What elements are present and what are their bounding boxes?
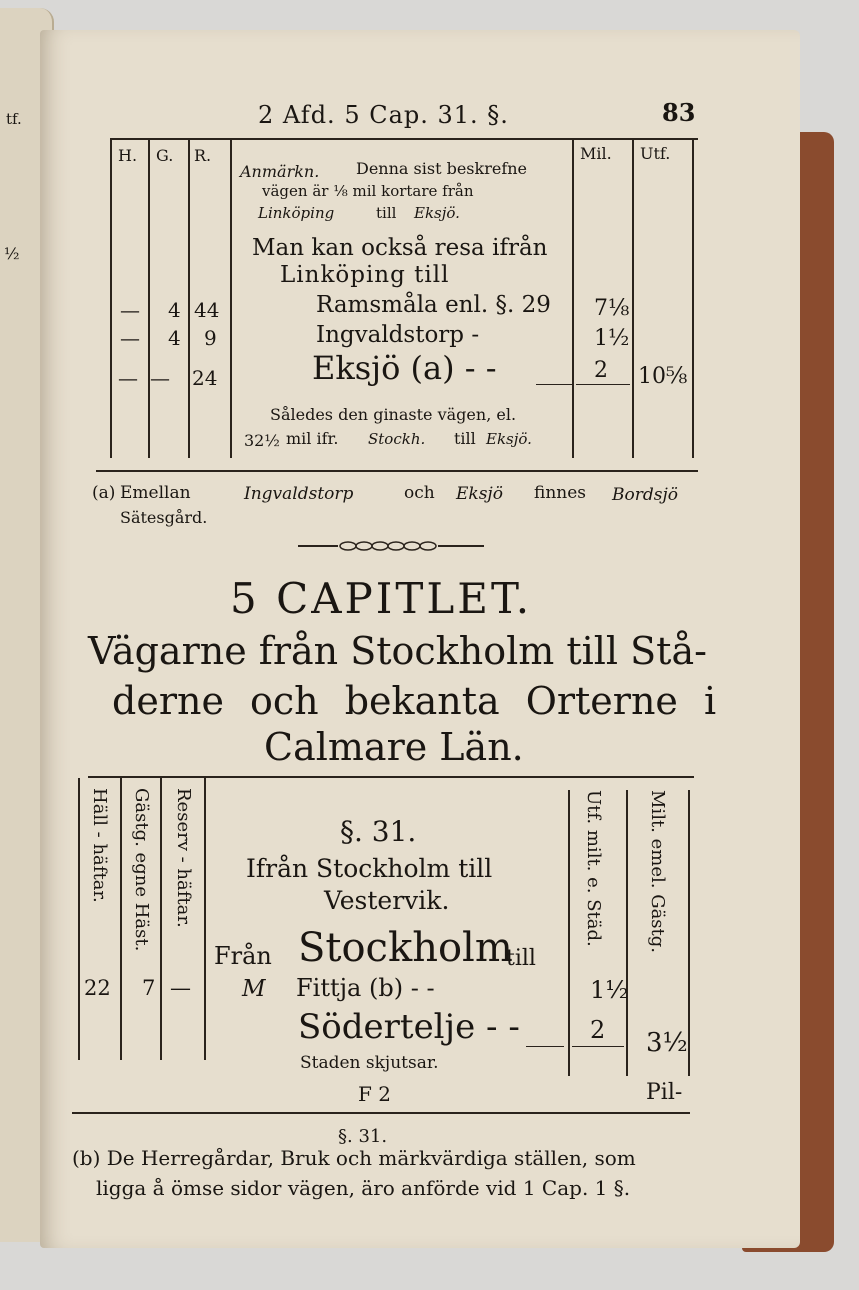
row1-g: 4	[168, 298, 181, 322]
footnote-a-place2: Eksjö	[456, 484, 503, 504]
chapter-line2: derne och bekanta Orterne i	[112, 679, 717, 723]
row1-reserv: —	[170, 976, 191, 1000]
table2-col-line	[204, 778, 206, 1060]
table2-col-line	[160, 778, 162, 1060]
staden-note: Staden skjutsar.	[300, 1053, 439, 1073]
row1-r: 44	[194, 298, 220, 322]
row3-g: —	[150, 366, 170, 390]
row3-mil: 2	[594, 358, 608, 383]
page-number: 83	[662, 98, 696, 127]
signature-mark: F 2	[358, 1082, 391, 1106]
anmark-place-linkoping: Linköping	[258, 204, 335, 222]
row2-r: 9	[204, 326, 217, 350]
sum-rule	[576, 384, 630, 385]
row1-place: Fittja (b) - -	[296, 974, 435, 1002]
table2-col-line	[78, 778, 80, 1060]
ornament-divider	[298, 538, 484, 552]
sum-rule	[572, 1046, 624, 1047]
row1-mark: M	[242, 976, 266, 1002]
route-line2: Vestervik.	[324, 886, 450, 915]
summary-mil: mil ifr.	[286, 429, 339, 448]
summary-place-stockh: Stockh.	[368, 430, 426, 448]
left-page-fragment: tf.	[6, 110, 22, 128]
table1-top-rule	[110, 138, 698, 140]
row2-h: —	[120, 326, 140, 350]
anmark-label: Anmärkn.	[240, 162, 320, 181]
table2-col-line	[626, 790, 628, 1076]
from-place: Stockholm	[298, 925, 513, 971]
footnote-b-line2: ligga å ömse sidor vägen, äro anförde vid 1 Cap. 1 §.	[96, 1176, 631, 1200]
also-line2: Linköping till	[280, 262, 450, 288]
table2-top-rule	[88, 776, 694, 778]
table2-col-line	[568, 790, 570, 1076]
table1-col-line	[148, 140, 150, 458]
row1-place: Ramsmåla enl. §. 29	[316, 292, 551, 318]
footnote-rule	[72, 1112, 690, 1114]
row2-utf: 2	[590, 1016, 606, 1044]
footnote-b-section: §. 31.	[338, 1126, 388, 1147]
chapter-line3: Calmare Län.	[264, 725, 524, 769]
row2-place: Ingvaldstorp -	[316, 322, 480, 348]
anmark-till: till	[376, 204, 397, 222]
sum-rule	[536, 384, 572, 385]
table1-col-line	[632, 140, 634, 458]
table1-col-line	[572, 140, 574, 458]
footnote-a-text1: Emellan	[120, 483, 191, 503]
col-header-mil: Mil.	[580, 144, 612, 163]
row2-place: Södertelje - -	[298, 1007, 520, 1047]
footnote-a-line2: Sätesgård.	[120, 508, 208, 527]
footnote-a-place1: Ingvaldstorp	[244, 484, 354, 504]
table1-col-line	[110, 140, 112, 458]
table1-col-line	[188, 140, 190, 458]
sum-rule	[526, 1046, 564, 1047]
summary-prefix: 32½	[244, 431, 280, 450]
col-header-milt: Milt. emel. Gästg.	[647, 790, 668, 954]
table1-col-line	[230, 140, 232, 458]
route-line1: Ifrån Stockholm till	[246, 854, 493, 883]
col-header-h: H.	[118, 146, 138, 165]
footnote-a-place3: Bordsjö	[612, 485, 678, 505]
summary-place-eksjo: Eksjö.	[486, 430, 532, 448]
running-header: 2 Afd. 5 Cap. 31. §.	[258, 101, 509, 129]
row2-mil: 1½	[594, 326, 630, 351]
col-header-reserv: Reserv - häftar.	[173, 788, 194, 928]
row1-mil: 7⅛	[594, 296, 630, 321]
chapter-title: 5 CAPITLET.	[230, 574, 533, 623]
row3-r: 24	[192, 366, 218, 390]
col-header-utf: Utf. milt. e. Städ.	[583, 790, 604, 947]
footnote-a-marker: (a)	[92, 483, 116, 503]
summary-line1: Således den ginaste vägen, el.	[270, 405, 517, 424]
row3-place: Eksjö (a) - -	[312, 349, 497, 387]
left-page-fraction: ½	[4, 244, 20, 263]
col-header-g: G.	[156, 146, 174, 165]
row1-h: —	[120, 298, 140, 322]
chapter-line1: Vägarne från Stockholm till Stå-	[88, 629, 707, 673]
table1-col-line	[692, 140, 694, 458]
row2-g: 4	[168, 326, 181, 350]
col-header-utf: Utf.	[640, 144, 671, 163]
anmark-line1: Denna sist beskrefne	[356, 159, 528, 178]
catchword: Pil-	[646, 1080, 683, 1105]
col-header-r: R.	[194, 146, 212, 165]
anmark-place-eksjo: Eksjö.	[414, 204, 460, 222]
row1-hall: 22	[84, 976, 111, 1000]
summary-till: till	[454, 429, 476, 448]
row1-utf: 1½	[590, 976, 629, 1004]
col-header-hall: Häll - häftar.	[89, 788, 110, 903]
from-label: Från	[214, 942, 272, 970]
from-till: till	[506, 946, 536, 971]
anmark-line2: vägen är ⅛ mil kortare från	[262, 182, 474, 200]
footnote-a-text3: finnes	[534, 483, 587, 503]
footnote-b-line1: (b) De Herregårdar, Bruk och märkvärdiga ställen, som	[72, 1146, 636, 1170]
row2-milt: 3½	[646, 1028, 688, 1058]
table2-col-line	[120, 778, 122, 1060]
also-line1: Man kan också resa ifrån	[252, 235, 548, 261]
col-header-gastg: Gästg. egne Häst.	[131, 788, 152, 952]
table2-col-line	[688, 790, 690, 1076]
footnote-a-text2: och	[404, 483, 435, 503]
row3-utf: 10⅝	[638, 364, 688, 389]
row3-h: —	[118, 366, 138, 390]
section-number: §. 31.	[340, 815, 417, 848]
table1-bottom-rule	[96, 470, 698, 472]
row1-gastg: 7	[142, 976, 156, 1000]
